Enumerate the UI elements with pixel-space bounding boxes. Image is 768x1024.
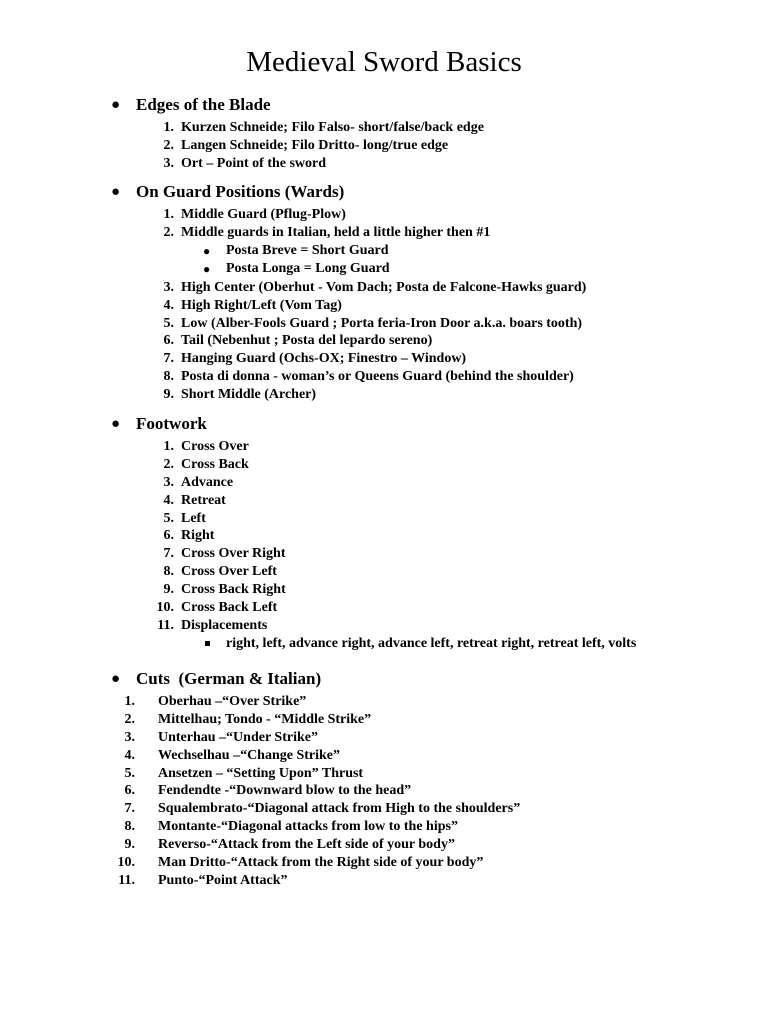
list-item: 3. Unterhau –“Under Strike” <box>124 729 318 745</box>
list-item: 11. Displacements <box>157 617 268 633</box>
list-item: 4. Wechselhau –“Change Strike” <box>124 747 341 763</box>
list-item: 9. Reverso-“Attack from the Left side of your body” <box>124 837 455 853</box>
square-bullet-icon <box>205 641 210 646</box>
page-title: Medieval Sword Basics <box>246 46 522 78</box>
list-item: 4. High Right/Left (Vom Tag) <box>163 297 342 313</box>
list-item: 2. Langen Schneide; Filo Dritto- long/true edge <box>163 137 449 153</box>
list-item: 6. Fendendte -“Downward blow to the head” <box>124 783 412 799</box>
section-footwork <box>0 413 768 653</box>
list-item: 10. Cross Back Left <box>156 600 278 616</box>
bullet-icon: ● <box>203 262 211 277</box>
bullet-icon: ● <box>203 243 211 258</box>
list-item: 8. Cross Over Left <box>163 564 277 580</box>
list-item: 11. Punto-“Point Attack” <box>118 872 288 888</box>
bullet-icon: ● <box>111 184 121 200</box>
list-item: 2. Mittelhau; Tondo - “Middle Strike” <box>124 711 372 727</box>
section-heading: ● Cuts (German & Italian) <box>111 669 322 688</box>
sub-list-item: ● Posta Longa = Long Guard <box>0 260 768 279</box>
list-item: 2. Cross Back <box>163 456 249 472</box>
section-cuts <box>0 668 768 890</box>
section-edges <box>0 94 768 173</box>
bullet-icon: ● <box>111 671 121 687</box>
list-item: 5. Low (Alber-Fools Guard ; Porta feria-Iron Door a.k.a. boars tooth) <box>163 315 583 331</box>
list-item: 9. Cross Back Right <box>163 582 286 598</box>
list-item: 5. Left <box>163 510 206 526</box>
list-item: 8. Montante-“Diagonal attacks from low to the hips” <box>124 819 458 835</box>
list-item: 1. Kurzen Schneide; Filo Falso- short/false/back edge <box>163 120 484 135</box>
section-guard-positions <box>0 181 768 404</box>
list-item: 6. Tail (Nebenhut ; Posta del lepardo sereno) <box>163 333 433 349</box>
list-item: 6. Right <box>163 528 215 544</box>
list-item: 1. Middle Guard (Pflug-Plow) <box>163 207 346 222</box>
list-item: 2. Middle guards in Italian, held a little higher then #1 <box>163 224 491 240</box>
list-item: 9. Short Middle (Archer) <box>163 387 317 403</box>
list-item: 7. Hanging Guard (Ochs-OX; Finestro – Window) <box>163 351 467 367</box>
list-item: 5. Ansetzen – “Setting Upon” Thrust <box>124 765 364 781</box>
list-item: 4. Retreat <box>163 492 226 508</box>
section-heading: ● Edges of the Blade <box>111 95 271 114</box>
list-item: 10. Man Dritto-“Attack from the Right side of your body” <box>117 855 484 871</box>
section-heading: ● Footwork <box>111 414 207 433</box>
list-item: 3. High Center (Oberhut - Vom Dach; Posta de Falcone-Hawks guard) <box>163 279 587 295</box>
list-item: 1. Oberhau –“Over Strike” <box>124 694 307 709</box>
list-item: 8. Posta di donna - woman’s or Queens Guard (behind the shoulder) <box>163 369 574 385</box>
section-heading: ● On Guard Positions (Wards) <box>111 182 345 201</box>
list-item: 7. Squalembrato-“Diagonal attack from High to the shoulders” <box>124 801 521 817</box>
list-item: 7. Cross Over Right <box>163 546 286 562</box>
bullet-icon: ● <box>111 97 121 113</box>
list-item: 3. Ort – Point of the sword <box>163 155 327 171</box>
list-item: 1. Cross Over <box>163 439 249 454</box>
bullet-icon: ● <box>111 416 121 432</box>
sub-list-item: right, left, advance right, advance left, retreat right, retreat left, volts <box>0 635 768 654</box>
list-item: 3. Advance <box>163 474 234 490</box>
sub-list-item: ● Posta Breve = Short Guard <box>0 242 768 261</box>
